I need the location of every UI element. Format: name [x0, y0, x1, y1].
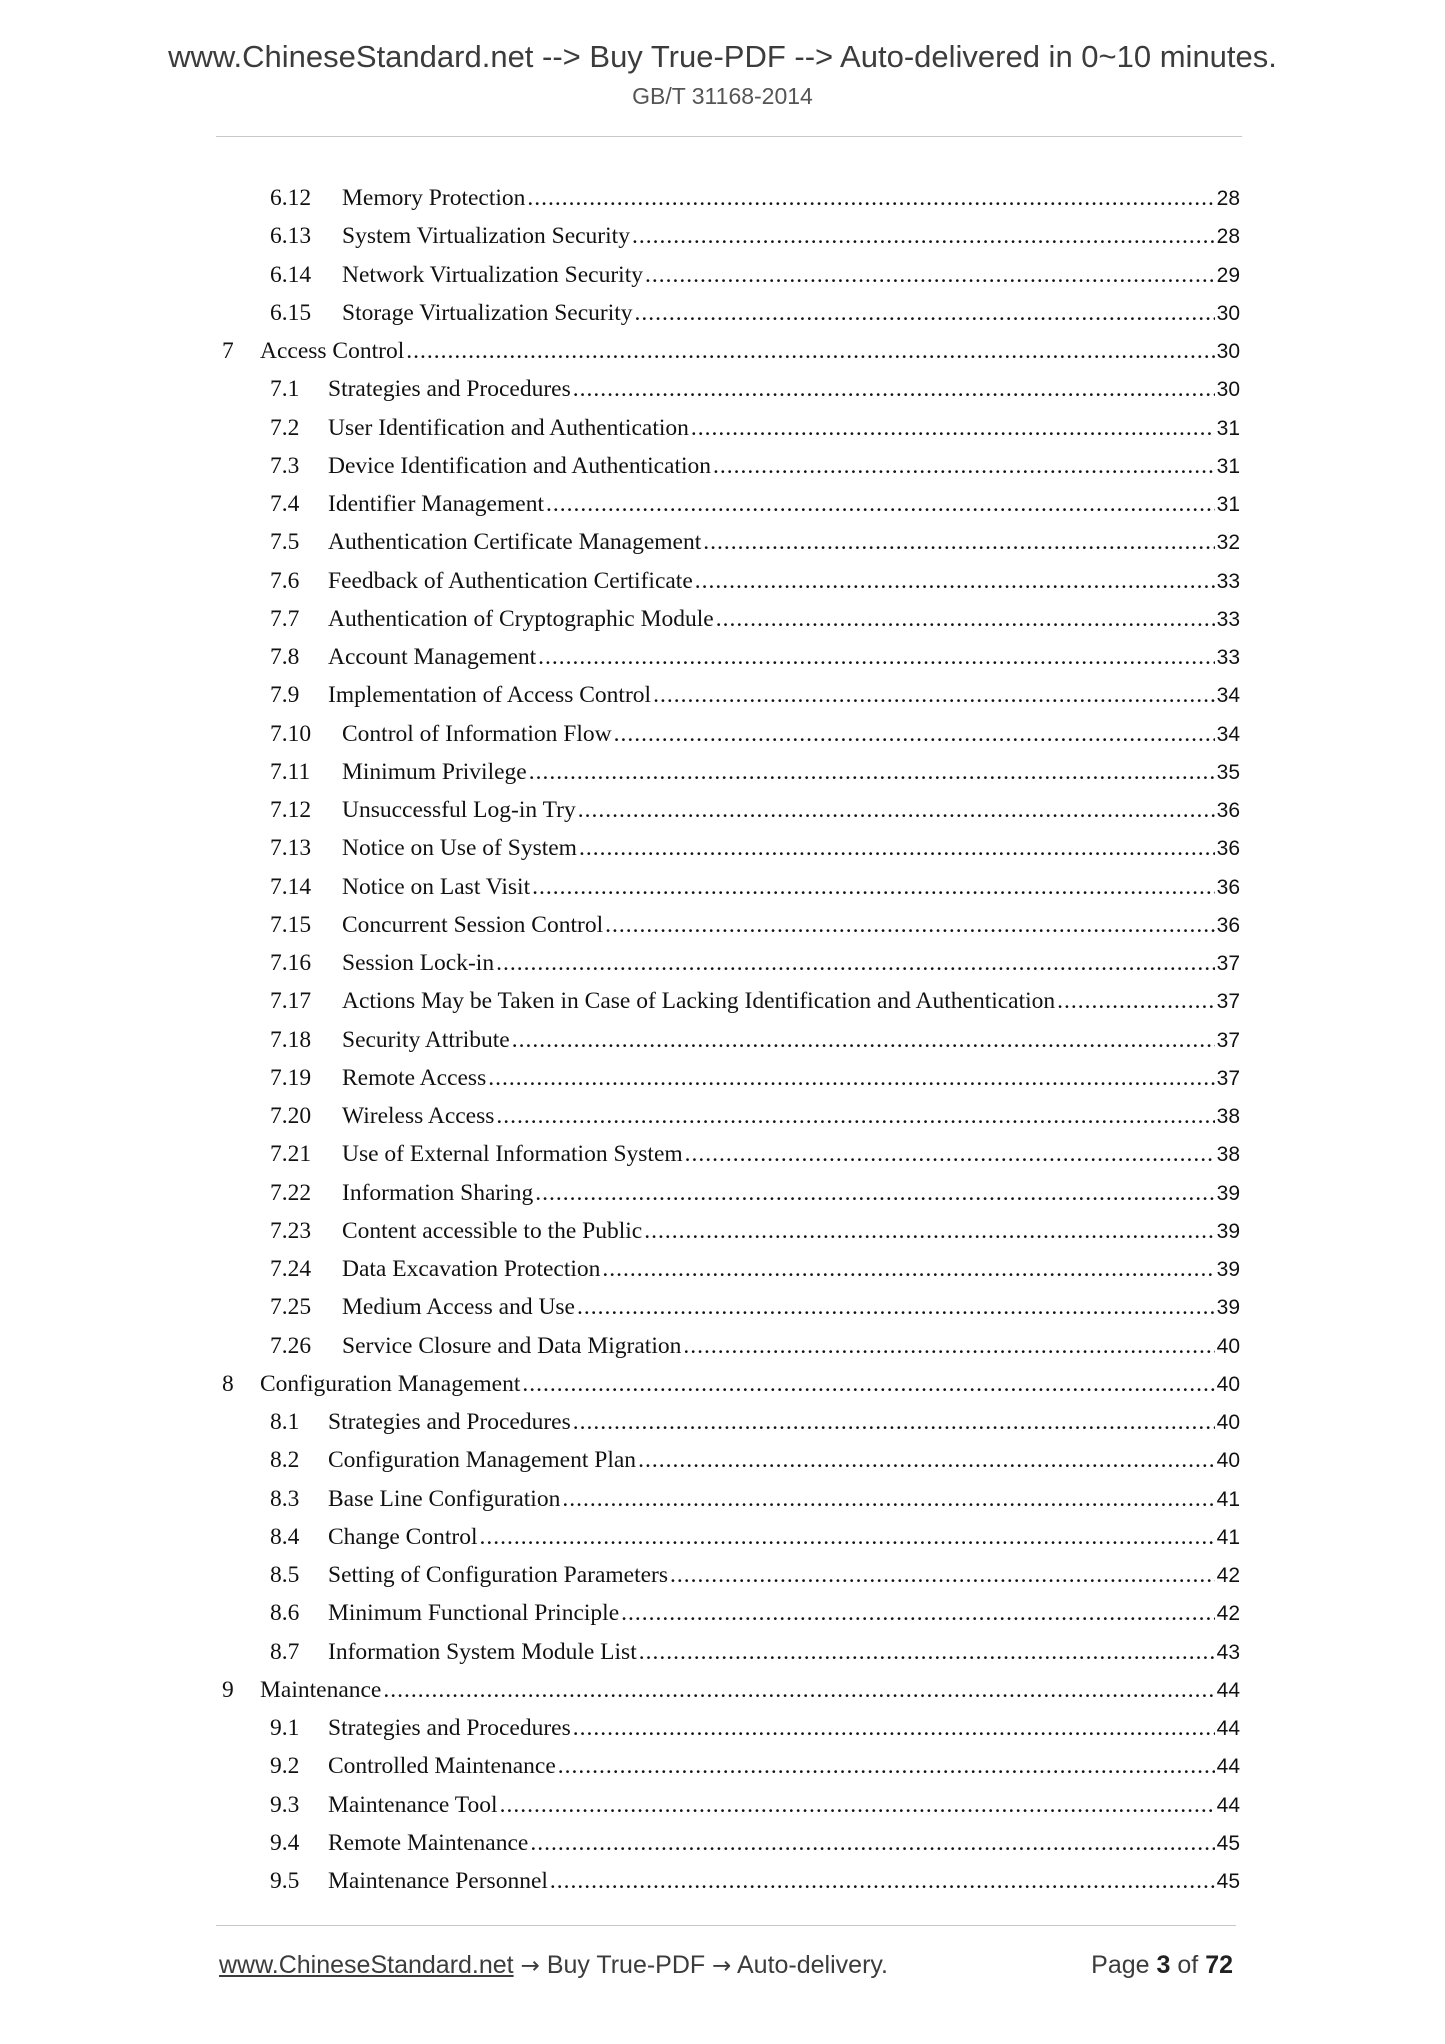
toc-page-number: 38: [1216, 1143, 1240, 1167]
toc-page-number: 33: [1216, 607, 1240, 631]
toc-dot-leader: [527, 185, 1214, 212]
toc-section-title: Wireless Access: [342, 1103, 495, 1129]
toc-dot-leader: [562, 1486, 1214, 1513]
toc-entry[interactable]: [0, 529, 1445, 567]
toc-section-title: Session Lock-in: [342, 950, 495, 976]
toc-dot-leader: [638, 1447, 1215, 1474]
toc-section-number: 7.19: [270, 1064, 312, 1091]
toc-section-number: 7.23: [270, 1217, 312, 1244]
toc-section-number: 7.20: [270, 1103, 312, 1129]
toc-dot-leader: [500, 1792, 1215, 1819]
toc-dot-leader: [635, 300, 1215, 327]
toc-dot-leader: [621, 1600, 1215, 1627]
toc-entry[interactable]: [0, 338, 1445, 376]
toc-entry[interactable]: [0, 1294, 1445, 1332]
toc-section-title: Storage Virtualization Security: [342, 299, 633, 326]
toc-page-number: 45: [1216, 1870, 1240, 1893]
toc-section-title: Maintenance: [260, 1676, 382, 1703]
page-word: Page: [1091, 1950, 1150, 1979]
toc-section-number: 7.25: [270, 1294, 312, 1321]
toc-section-title: Concurrent Session Control: [342, 911, 604, 938]
toc-section-number: 7.1: [270, 376, 300, 403]
toc-section-title: Identifier Management: [328, 491, 544, 517]
toc-page-number: 40: [1216, 1449, 1240, 1473]
toc-section-number: 7.26: [270, 1332, 312, 1359]
toc-section-number: 7.9: [270, 682, 300, 709]
toc-entry[interactable]: [0, 1830, 1445, 1868]
toc-dot-leader: [703, 529, 1214, 556]
toc-entry[interactable]: [0, 1639, 1445, 1677]
toc-dot-leader: [496, 1103, 1214, 1130]
toc-entry[interactable]: [0, 1868, 1445, 1906]
toc-dot-leader: [713, 453, 1215, 480]
toc-entry[interactable]: [0, 376, 1445, 414]
toc-page-number: 33: [1216, 569, 1240, 593]
toc-section-title: Security Attribute: [342, 1026, 510, 1053]
page-footer: [219, 1948, 1233, 1982]
toc-section-number: 7.11: [270, 758, 311, 785]
header-banner: www.ChineseStandard.net --> Buy True-PDF --> Auto-delivered in 0~10 minutes.: [168, 39, 1277, 74]
toc-entry[interactable]: [0, 1141, 1445, 1179]
toc-dot-leader: [578, 797, 1215, 824]
page-header: [0, 38, 1445, 110]
toc-section-number: 9.2: [270, 1753, 300, 1780]
toc-page-number: 31: [1216, 493, 1240, 516]
toc-entry[interactable]: [0, 415, 1445, 453]
toc-section-number: 7.18: [270, 1026, 312, 1053]
toc-dot-leader: [530, 1830, 1214, 1857]
toc-page-number: 30: [1216, 301, 1240, 325]
toc-section-title: Feedback of Authentication Certificate: [328, 567, 693, 594]
toc-section-number: 7.5: [270, 529, 300, 556]
toc-entry[interactable]: [0, 1753, 1445, 1791]
toc-dot-leader: [1057, 988, 1214, 1015]
toc-section-number: 7.22: [270, 1179, 312, 1206]
toc-dot-leader: [529, 759, 1215, 786]
toc-section-number: 9.3: [270, 1791, 300, 1818]
toc-page-number: 44: [1216, 1717, 1240, 1740]
toc-section-number: 9.5: [270, 1868, 300, 1894]
toc-page-number: 44: [1216, 1793, 1240, 1817]
header-divider: [216, 136, 1242, 137]
toc-page-number: 33: [1216, 646, 1240, 669]
toc-page-number: 44: [1216, 1755, 1240, 1779]
toc-entry[interactable]: [0, 1027, 1445, 1065]
toc-page-number: 30: [1216, 340, 1240, 363]
toc-section-number: 8.1: [270, 1409, 300, 1435]
toc-dot-leader: [496, 950, 1215, 977]
toc-page-number: 30: [1216, 378, 1240, 402]
toc-page-number: 34: [1216, 684, 1240, 708]
toc-dot-leader: [383, 1677, 1214, 1704]
toc-section-title: Medium Access and Use: [342, 1294, 575, 1321]
toc-section-title: Control of Information Flow: [342, 720, 612, 747]
toc-section-number: 7.8: [270, 644, 300, 670]
toc-section-title: Notice on Use of System: [342, 835, 577, 862]
toc-entry[interactable]: [0, 797, 1445, 835]
toc-section-number: 7.21: [270, 1141, 312, 1168]
toc-section-number: 9: [222, 1676, 234, 1703]
toc-dot-leader: [691, 415, 1215, 442]
toc-section-title: Configuration Management: [260, 1370, 521, 1397]
toc-dot-leader: [614, 721, 1215, 748]
toc-section-number: 6.13: [270, 223, 312, 250]
toc-section-number: 7.14: [270, 873, 312, 900]
toc-section-title: Actions May be Taken in Case of Lacking Identification and Authentication: [342, 988, 1056, 1015]
toc-dot-leader: [639, 1639, 1215, 1666]
toc-section-title: Authentication of Cryptographic Module: [328, 605, 714, 632]
toc-section-title: Account Management: [328, 644, 537, 670]
toc-page-number: 42: [1216, 1564, 1240, 1587]
toc-entry[interactable]: [0, 644, 1445, 682]
toc-page-number: 39: [1216, 1258, 1240, 1281]
toc-section-number: 7.4: [270, 491, 300, 517]
toc-section-title: Strategies and Procedures: [328, 1409, 571, 1435]
toc-entry[interactable]: [0, 1333, 1445, 1371]
footer-delivery-text: Auto-delivery.: [737, 1950, 888, 1979]
toc-page-number: 36: [1216, 913, 1240, 937]
toc-section-number: 7: [222, 338, 234, 364]
toc-entry[interactable]: [0, 262, 1445, 300]
toc-page-number: 28: [1216, 187, 1240, 210]
toc-dot-leader: [406, 338, 1214, 365]
toc-entry[interactable]: [0, 1715, 1445, 1753]
footer-divider: [216, 1925, 1236, 1926]
toc-page-number: 35: [1216, 760, 1240, 784]
toc-section-number: 8: [222, 1370, 234, 1397]
toc-section-number: 8.7: [270, 1638, 300, 1665]
toc-entry[interactable]: [0, 759, 1445, 797]
of-word: of: [1177, 1950, 1199, 1979]
toc-dot-leader: [550, 1868, 1215, 1895]
toc-section-number: 7.15: [270, 911, 312, 938]
toc-section-number: 7.7: [270, 605, 300, 632]
toc-page-number: 44: [1216, 1678, 1240, 1702]
toc-section-title: Strategies and Procedures: [328, 1715, 571, 1741]
toc-page-number: 39: [1216, 1181, 1240, 1205]
toc-entry[interactable]: [0, 453, 1445, 491]
toc-section-title: Setting of Configuration Parameters: [328, 1562, 669, 1588]
toc-entry[interactable]: [0, 1180, 1445, 1218]
toc-page-number: 42: [1216, 1602, 1240, 1626]
toc-page-number: 29: [1216, 263, 1240, 287]
toc-section-title: Use of External Information System: [342, 1141, 683, 1168]
toc-dot-leader: [605, 912, 1215, 939]
toc-section-title: Notice on Last Visit: [342, 873, 531, 900]
toc-section-title: System Virtualization Security: [342, 223, 630, 250]
toc-section-title: User Identification and Authentication: [328, 414, 689, 441]
toc-page-number: 37: [1216, 990, 1240, 1014]
toc-dot-leader: [479, 1524, 1214, 1551]
toc-entry[interactable]: [0, 606, 1445, 644]
toc-page-number: 36: [1216, 875, 1240, 899]
toc-dot-leader: [535, 1180, 1214, 1207]
toc-section-number: 8.4: [270, 1523, 300, 1550]
table-of-contents: [0, 185, 1445, 1906]
toc-section-title: Base Line Configuration: [328, 1485, 561, 1512]
toc-section-number: 9.4: [270, 1829, 300, 1856]
toc-dot-leader: [602, 1256, 1214, 1283]
toc-page-number: 40: [1216, 1334, 1240, 1358]
toc-section-title: Unsuccessful Log-in Try: [342, 797, 576, 823]
toc-section-title: Maintenance Tool: [328, 1791, 498, 1818]
toc-dot-leader: [488, 1065, 1214, 1092]
toc-entry[interactable]: [0, 1218, 1445, 1256]
toc-page-number: 39: [1216, 1219, 1240, 1243]
toc-entry[interactable]: [0, 300, 1445, 338]
toc-page-number: 41: [1216, 1525, 1240, 1549]
toc-entry[interactable]: [0, 1562, 1445, 1600]
toc-dot-leader: [670, 1562, 1215, 1589]
toc-dot-leader: [522, 1371, 1214, 1398]
toc-entry[interactable]: [0, 1103, 1445, 1141]
toc-section-number: 7.6: [270, 567, 300, 594]
toc-page-number: 45: [1216, 1831, 1240, 1855]
toc-page-number: 34: [1216, 722, 1240, 746]
toc-section-title: Maintenance Personnel: [328, 1868, 548, 1894]
toc-entry[interactable]: [0, 1677, 1445, 1715]
toc-section-title: Remote Access: [342, 1064, 487, 1091]
toc-page-number: 37: [1216, 952, 1240, 975]
toc-entry[interactable]: [0, 1792, 1445, 1830]
toc-entry[interactable]: [0, 912, 1445, 950]
toc-dot-leader: [685, 1141, 1215, 1168]
toc-section-number: 6.12: [270, 185, 312, 211]
toc-section-title: Remote Maintenance: [328, 1829, 529, 1856]
toc-dot-leader: [532, 874, 1215, 901]
toc-dot-leader: [579, 835, 1215, 862]
toc-entry[interactable]: [0, 1524, 1445, 1562]
toc-section-number: 7.12: [270, 797, 312, 823]
toc-entry[interactable]: [0, 950, 1445, 988]
toc-entry[interactable]: [0, 491, 1445, 529]
toc-section-number: 6.14: [270, 261, 312, 288]
toc-page-number: 37: [1216, 1028, 1240, 1052]
toc-page-number: 37: [1216, 1066, 1240, 1090]
toc-entry[interactable]: [0, 874, 1445, 912]
total-pages: 72: [1205, 1950, 1233, 1979]
toc-section-title: Information Sharing: [342, 1179, 534, 1206]
toc-dot-leader: [653, 682, 1215, 709]
toc-page-number: 32: [1216, 531, 1240, 555]
toc-dot-leader: [573, 1409, 1215, 1436]
toc-section-title: Implementation of Access Control: [328, 682, 652, 709]
toc-section-title: Controlled Maintenance: [328, 1753, 556, 1780]
toc-dot-leader: [573, 1715, 1215, 1742]
toc-section-title: Minimum Functional Principle: [328, 1600, 620, 1627]
toc-section-number: 8.3: [270, 1485, 300, 1512]
toc-page-number: 40: [1216, 1411, 1240, 1434]
toc-section-number: 7.16: [270, 950, 312, 976]
toc-section-title: Minimum Privilege: [342, 758, 527, 785]
toc-section-title: Memory Protection: [342, 185, 526, 211]
toc-section-number: 8.6: [270, 1600, 300, 1627]
toc-entry[interactable]: [0, 185, 1445, 223]
toc-page-number: 36: [1216, 837, 1240, 861]
toc-section-number: 7.3: [270, 452, 300, 479]
toc-section-title: Content accessible to the Public: [342, 1217, 643, 1244]
toc-entry[interactable]: [0, 1600, 1445, 1638]
toc-section-number: 7.13: [270, 835, 312, 862]
toc-entry[interactable]: [0, 1486, 1445, 1524]
toc-entry[interactable]: [0, 1256, 1445, 1294]
toc-section-title: Data Excavation Protection: [342, 1256, 601, 1282]
toc-section-number: 7.24: [270, 1256, 312, 1282]
toc-dot-leader: [573, 376, 1215, 403]
toc-entry[interactable]: [0, 682, 1445, 720]
toc-page-number: 38: [1216, 1105, 1240, 1128]
toc-section-title: Service Closure and Data Migration: [342, 1332, 682, 1359]
arrow-right-icon: →: [520, 1952, 540, 1979]
toc-entry[interactable]: [0, 1409, 1445, 1447]
toc-entry[interactable]: [0, 721, 1445, 759]
toc-page-number: 41: [1216, 1487, 1240, 1511]
toc-section-title: Device Identification and Authentication: [328, 452, 712, 479]
toc-entry[interactable]: [0, 835, 1445, 873]
toc-section-title: Access Control: [260, 338, 405, 364]
toc-entry[interactable]: [0, 223, 1445, 261]
toc-page-number: 31: [1216, 416, 1240, 440]
toc-section-number: 7.2: [270, 414, 300, 441]
toc-section-title: Strategies and Procedures: [328, 376, 571, 403]
toc-dot-leader: [683, 1333, 1214, 1360]
toc-section-title: Change Control: [328, 1523, 478, 1550]
toc-dot-leader: [546, 491, 1215, 518]
toc-page-number: 39: [1216, 1296, 1240, 1320]
toc-page-number: 28: [1216, 225, 1240, 249]
toc-entry[interactable]: [0, 1447, 1445, 1485]
toc-section-title: Configuration Management Plan: [328, 1447, 637, 1474]
toc-section-number: 7.17: [270, 988, 312, 1015]
toc-section-number: 8.2: [270, 1447, 300, 1474]
toc-page-number: 36: [1216, 799, 1240, 822]
toc-section-number: 9.1: [270, 1715, 300, 1741]
toc-dot-leader: [538, 644, 1214, 671]
toc-dot-leader: [695, 568, 1215, 595]
page-counter: [1091, 1951, 1233, 1980]
toc-section-number: 6.15: [270, 299, 312, 326]
arrow-right-icon: →: [712, 1952, 732, 1979]
toc-section-title: Information System Module List: [328, 1638, 637, 1665]
toc-dot-leader: [644, 1218, 1214, 1245]
footer-buy-text: Buy True-PDF: [546, 1950, 706, 1979]
toc-section-number: 7.10: [270, 720, 312, 747]
current-page: 3: [1156, 1950, 1171, 1979]
toc-section-number: 8.5: [270, 1562, 300, 1588]
toc-dot-leader: [512, 1027, 1215, 1054]
toc-entry[interactable]: [0, 1371, 1445, 1409]
footer-site-link[interactable]: www.ChineseStandard.net: [219, 1950, 514, 1979]
toc-dot-leader: [716, 606, 1215, 633]
toc-entry[interactable]: [0, 988, 1445, 1026]
toc-dot-leader: [558, 1753, 1215, 1780]
toc-dot-leader: [577, 1294, 1215, 1321]
toc-section-title: Network Virtualization Security: [342, 261, 643, 288]
standard-code: GB/T 31168-2014: [632, 83, 813, 109]
toc-page-number: 40: [1216, 1372, 1240, 1396]
toc-dot-leader: [645, 262, 1215, 289]
footer-left: [219, 1951, 888, 1980]
toc-page-number: 43: [1216, 1640, 1240, 1664]
toc-section-title: Authentication Certificate Management: [328, 529, 702, 556]
toc-page-number: 31: [1216, 454, 1240, 478]
toc-entry[interactable]: [0, 1065, 1445, 1103]
toc-dot-leader: [632, 223, 1215, 250]
toc-entry[interactable]: [0, 568, 1445, 606]
